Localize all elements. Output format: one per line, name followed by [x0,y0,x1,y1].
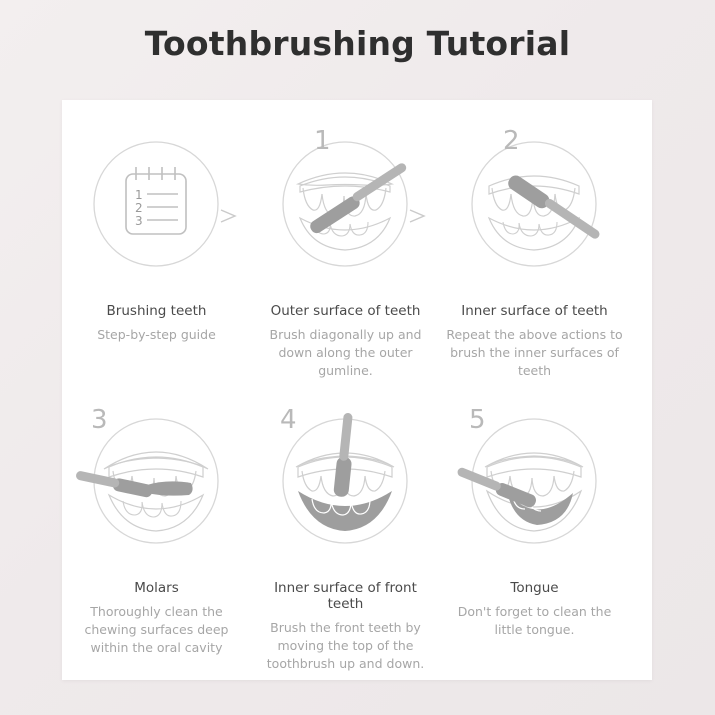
step-number: 3 [91,405,108,435]
step-inner-surface[interactable] [447,122,622,380]
steps-grid-row-2 [62,387,652,673]
step-title: Molars [134,580,179,596]
step-body: Thoroughly clean the chewing surfaces deep within the oral cavity [84,604,229,656]
outer-surface-icon [258,122,433,297]
step-inner-front-teeth[interactable] [258,399,433,673]
step-tongue[interactable] [447,399,622,673]
page-title: Toothbrushing Tutorial [144,24,571,63]
step-title: Tongue [510,580,559,596]
svg-text:3: 3 [135,214,143,228]
step-body: Brush the front teeth by moving the top of the toothbrush up and down. [266,620,425,672]
step-outer-surface[interactable] [258,122,433,380]
step-number: 5 [469,405,486,435]
step-title: Inner surface of teeth [461,303,608,319]
step-number: 4 [280,405,297,435]
step-number: 2 [503,126,520,156]
step-title: Brushing teeth [106,303,207,319]
tongue-icon [447,399,622,574]
step-title: Inner surface of front teeth [274,580,417,612]
step-molars[interactable] [69,399,244,673]
tutorial-card [62,100,652,680]
step-body: Brush diagonally up and down along the outer gumline. [269,327,422,379]
step-body: Repeat the above actions to brush the inner surfaces of teeth [446,327,623,379]
step-title: Outer surface of teeth [270,303,421,319]
steps-grid-row-1 [62,122,652,380]
checklist-icon [69,122,244,297]
step-number: 1 [314,126,331,156]
step-brushing-teeth[interactable] [69,122,244,380]
inner-front-teeth-icon [258,399,433,574]
svg-text:2: 2 [135,201,143,215]
step-body: Don't forget to clean the little tongue. [457,604,612,638]
molars-icon [69,399,244,574]
inner-surface-icon [447,122,622,297]
step-body: Step-by-step guide [97,327,216,342]
svg-text:1: 1 [135,188,143,202]
